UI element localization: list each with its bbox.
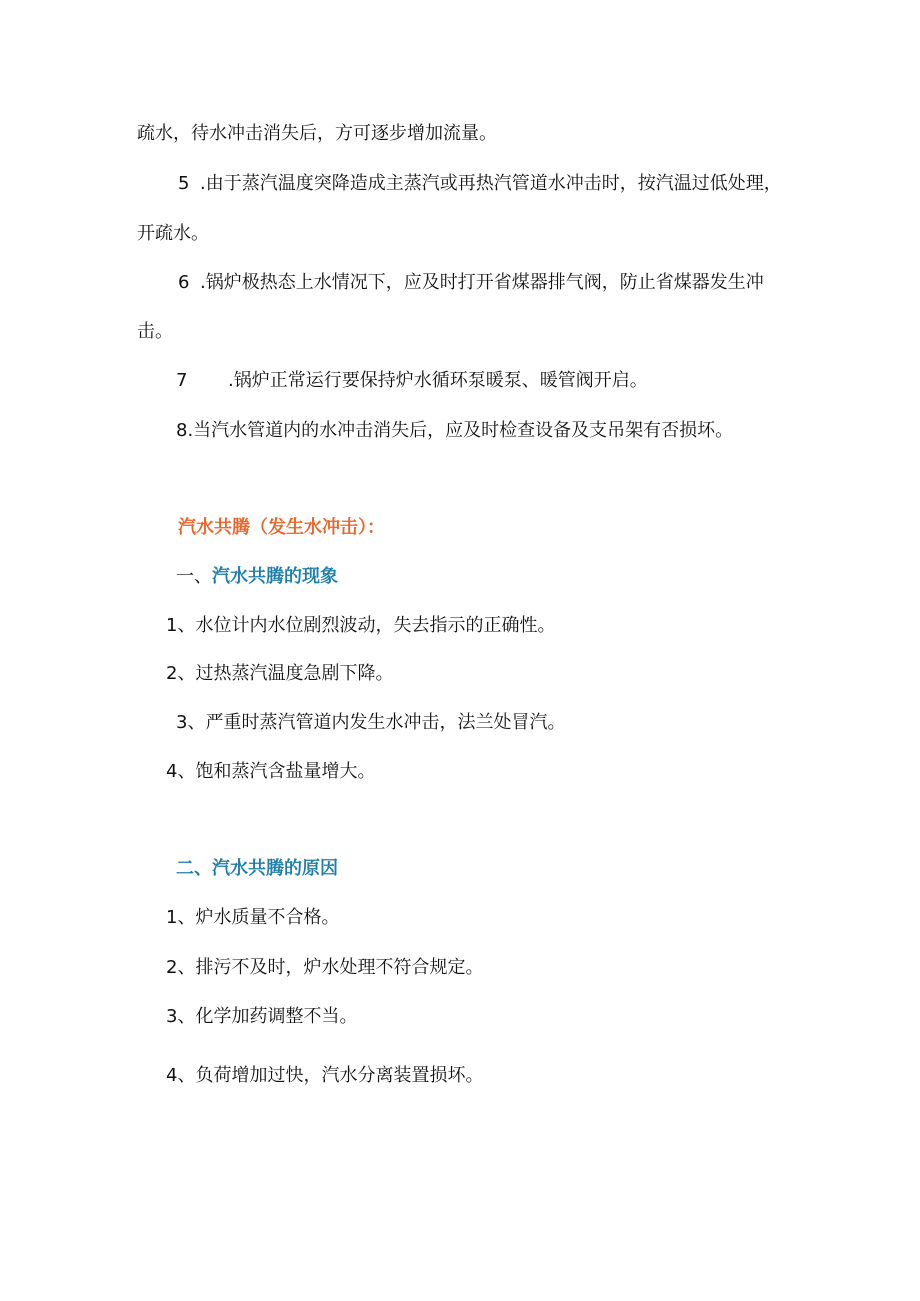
item-6-text: .锅炉极热态上水情况下，应及时打开省煤器排气阀，防止省煤器发生冲 xyxy=(200,272,764,293)
part2-item-3: 3、化学加药调整不当。 xyxy=(166,1006,358,1027)
item-7-number: 7 xyxy=(176,370,188,391)
item-6 xyxy=(178,271,764,295)
item-7 xyxy=(176,369,648,393)
item-6-number: 6 xyxy=(178,272,190,293)
intro-line: 疏水，待水冲击消失后，方可逐步增加流量。 xyxy=(137,123,497,144)
part2-item-2: 2、排污不及时，炉水处理不符合规定。 xyxy=(166,957,484,978)
part1-item-3: 3、严重时蒸汽管道内发生水冲击，法兰处冒汽。 xyxy=(176,712,566,733)
part2-heading: 二、汽水共腾的原因 xyxy=(176,858,338,879)
item-8: 8.当汽水管道内的水冲击消失后，应及时检查设备及支吊架有否损坏。 xyxy=(176,420,734,441)
part2-item-1: 1、炉水质量不合格。 xyxy=(166,907,340,928)
item-5-number: 5 xyxy=(178,173,190,194)
item-5-continuation: 开疏水。 xyxy=(137,223,209,244)
part1-item-4: 4、饱和蒸汽含盐量增大。 xyxy=(166,761,376,782)
part1-item-2: 2、过热蒸汽温度急剧下降。 xyxy=(166,663,394,684)
part1-title: 汽水共腾的现象 xyxy=(212,566,338,587)
item-5 xyxy=(178,172,782,196)
part1-heading xyxy=(176,565,338,589)
item-6-continuation: 击。 xyxy=(137,321,173,342)
section-title: 汽水共腾（发生水冲击）： xyxy=(178,517,385,538)
item-5-text: .由于蒸汽温度突降造成主蒸汽或再热汽管道水冲击时，按汽温过低处理， xyxy=(200,173,782,194)
part2-item-4: 4、负荷增加过快，汽水分离装置损坏。 xyxy=(166,1065,484,1086)
part1-prefix: 一、 xyxy=(176,566,212,587)
part1-item-1: 1、水位计内水位剧烈波动，失去指示的正确性。 xyxy=(166,615,556,636)
item-7-text: .锅炉正常运行要保持炉水循环泵暖泵、暖管阀开启。 xyxy=(228,370,648,391)
